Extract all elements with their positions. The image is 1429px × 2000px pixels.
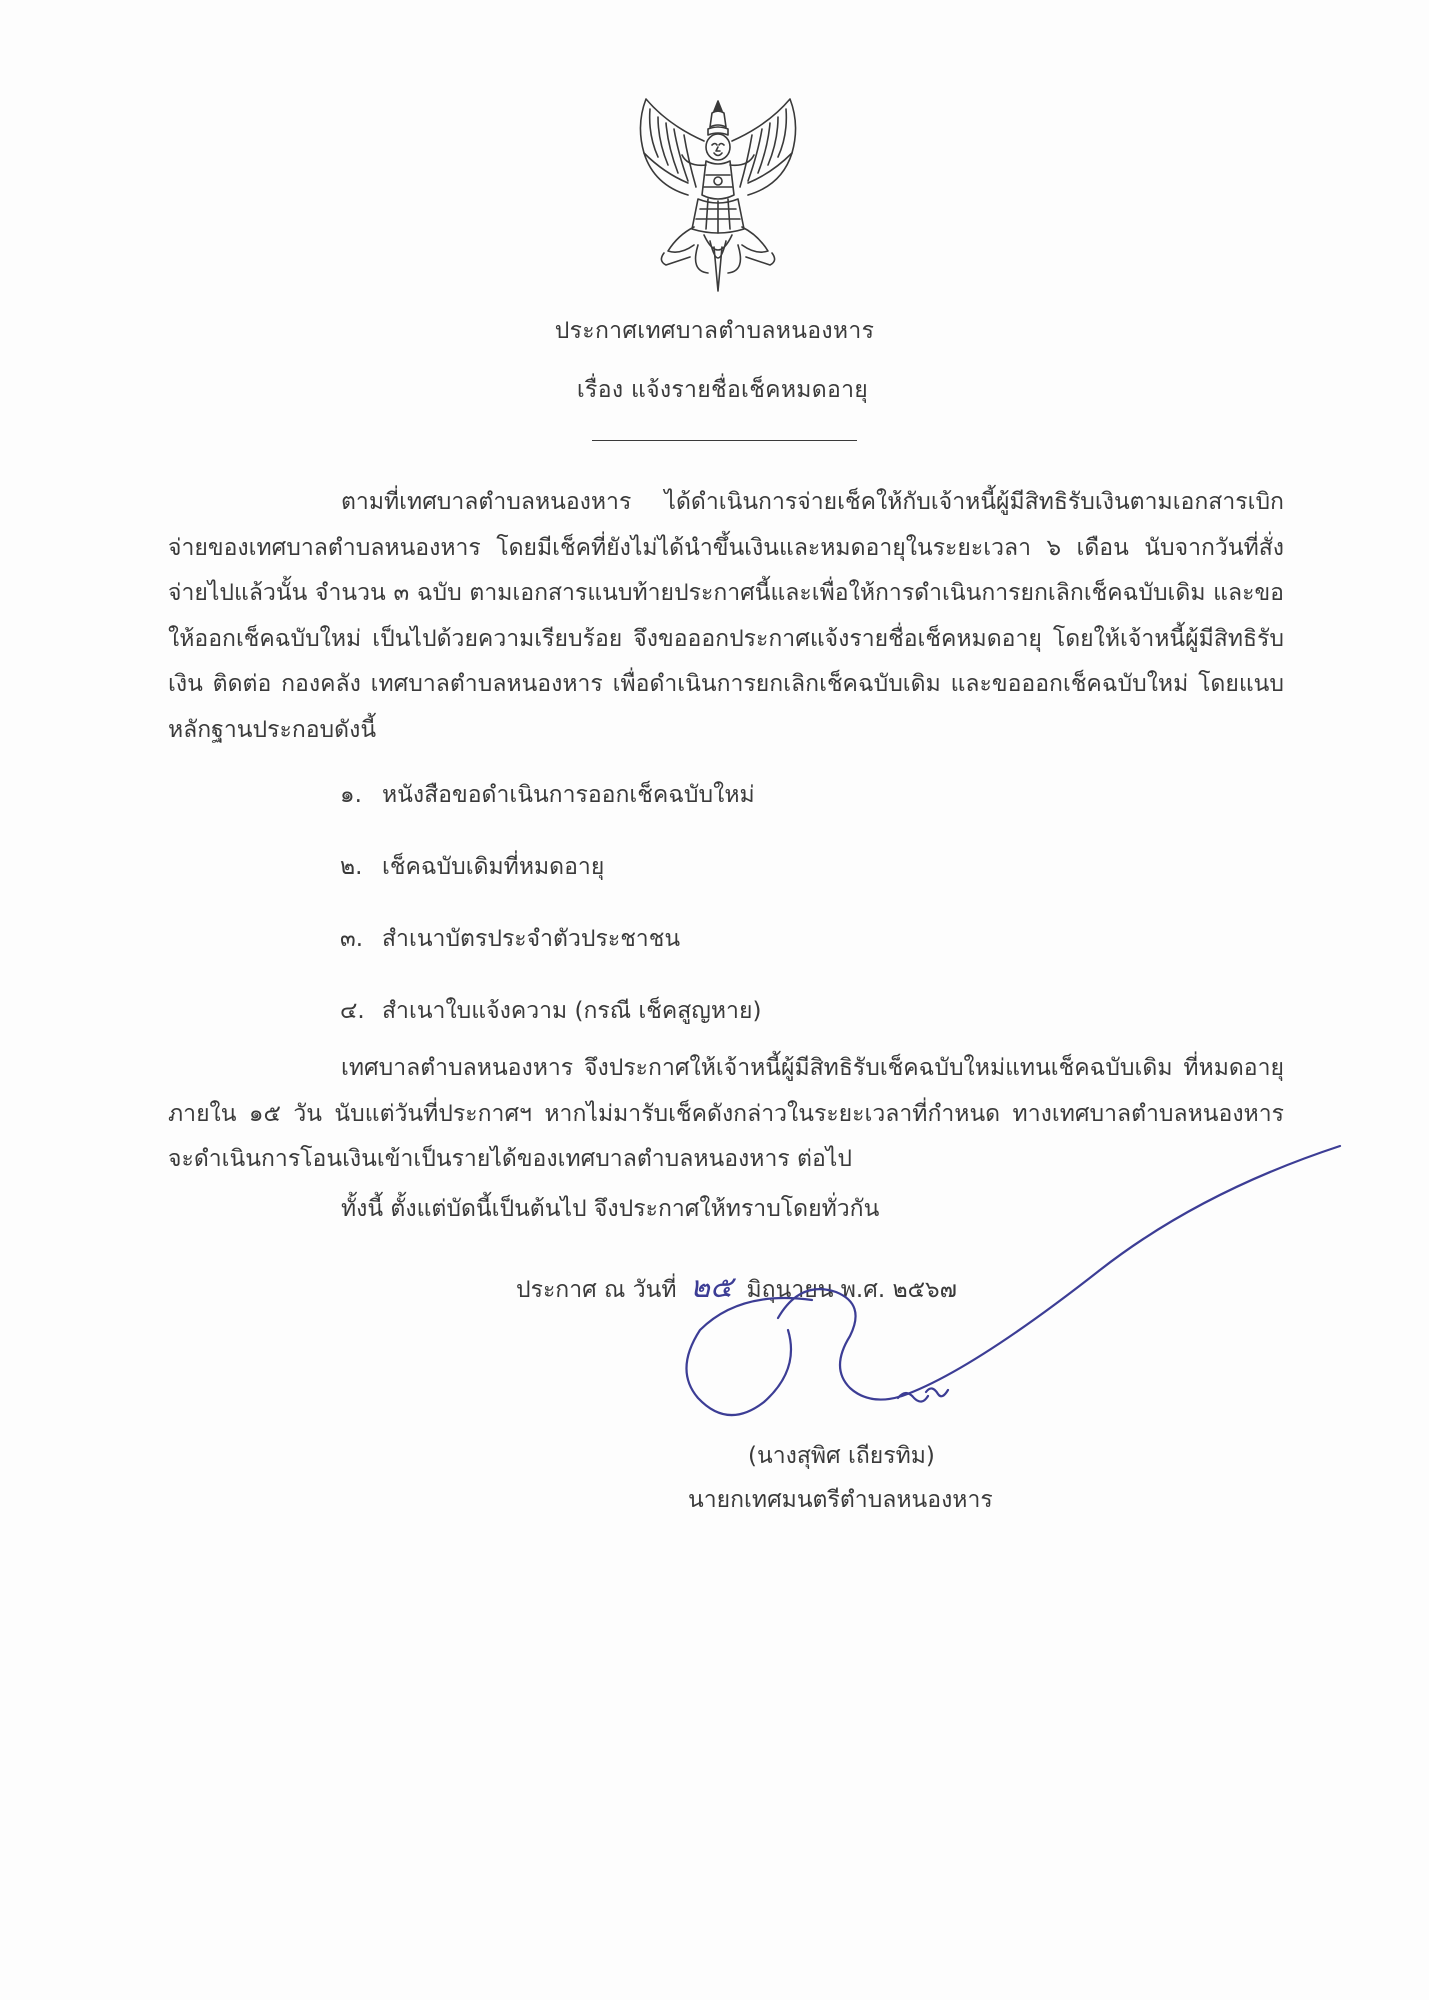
list-item-number: ๓. <box>340 926 364 952</box>
list-item <box>340 993 761 1029</box>
announcement-subject: เรื่อง แจ้งรายชื่อเช็คหมดอายุ <box>576 377 869 403</box>
date-day: ๒๕ <box>690 1270 733 1305</box>
date-prefix: ประกาศ ณ วันที่ <box>516 1277 677 1303</box>
list-item-number: ๔. <box>340 998 365 1024</box>
list-item-text: สำเนาใบแจ้งความ (กรณี เช็คสูญหาย) <box>382 998 762 1024</box>
list-item-number: ๒. <box>340 854 363 880</box>
announcement-title: ประกาศเทศบาลตำบลหนองหาร <box>554 318 875 344</box>
signer-name: (นางสุพิศ เถียรทิม) <box>748 1443 935 1469</box>
body-paragraph-1: ตามที่เทศบาลตำบลหนองหาร ได้ดำเนินการจ่ายเช็คให้กับเจ้าหนี้ผู้มีสิทธิรับเงินตามเอกสารเบิกจ่ายของเทศบาลตำบลหนองหาร โดยมีเช็คที่ยังไม่ได้นำขึ้นเงินและหมดอายุในระยะเวลา ๖ เดือน นับจากวันที่สั่งจ่ายไปแล้วนั้น จำนวน ๓ ฉบับ ตามเอกสารแนบท้ายประกาศนี้และเพื่อให้การดำเนินการยกเลิกเช็คฉบับเดิม และขอให้ออกเช็คฉบับใหม่ เป็นไปด้วยความเรียบร้อย จึงขอออกประกาศแจ้งรายชื่อเช็คหมดอายุ โดยให้เจ้าหนี้ผู้มีสิทธิรับเงิน ติดต่อ กองคลัง เทศบาลตำบลหนองหาร เพื่อดำเนินการยกเลิกเช็คฉบับเดิม และขอออกเช็คฉบับใหม่ โดยแนบหลักฐานประกอบดังนี้ <box>168 489 1284 743</box>
list-item-text: สำเนาบัตรประจำตัวประชาชน <box>382 926 681 952</box>
list-item-number: ๑. <box>340 782 362 808</box>
title-divider <box>592 440 857 441</box>
list-item <box>340 777 755 813</box>
list-item <box>340 921 680 957</box>
body-paragraph-2: เทศบาลตำบลหนองหาร จึงประกาศให้เจ้าหนี้ผู้มีสิทธิรับเช็คฉบับใหม่แทนเช็คฉบับเดิม ที่หมดอายุภายใน ๑๕ วัน นับแต่วันที่ประกาศฯ หากไม่มารับเช็คดังกล่าวในระยะเวลาที่กำหนด ทางเทศบาลตำบลหนองหาร จะดำเนินการโอนเงินเข้าเป็นรายได้ของเทศบาลตำบลหนองหาร ต่อไป <box>168 1055 1284 1172</box>
body-paragraph-3: ทั้งนี้ ตั้งแต่บัดนี้เป็นต้นไป จึงประกาศให้ทราบโดยทั่วกัน <box>341 1196 880 1222</box>
signer-title: นายกเทศมนตรีตำบลหนองหาร <box>688 1487 993 1513</box>
garuda-emblem-icon <box>628 95 808 295</box>
date-suffix: มิถุนายน พ.ศ. ๒๕๖๗ <box>746 1277 957 1303</box>
list-item <box>340 849 604 885</box>
signature-icon <box>680 1140 1360 1440</box>
list-item-text: หนังสือขอดำเนินการออกเช็คฉบับใหม่ <box>382 782 755 808</box>
list-item-text: เช็คฉบับเดิมที่หมดอายุ <box>382 854 605 880</box>
